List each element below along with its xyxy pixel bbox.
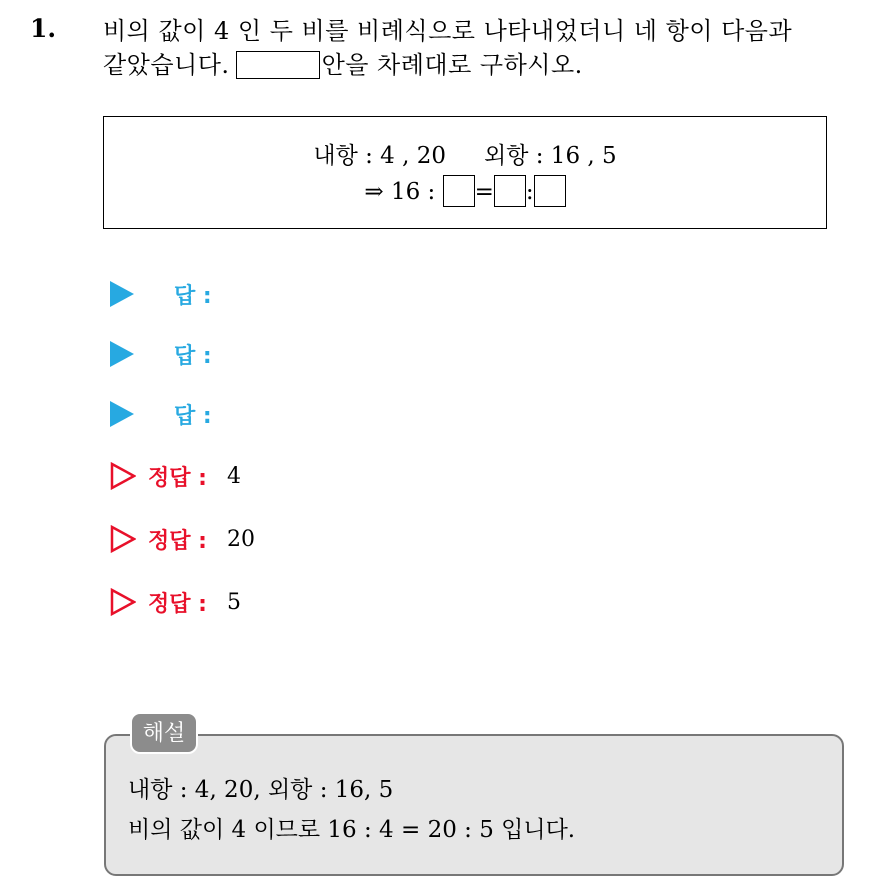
solution-label: 정답 : xyxy=(148,591,207,617)
solution-label: 정답 : xyxy=(148,528,207,554)
answer-box-3 xyxy=(534,175,566,207)
question-line-1: 비의 값이 4 인 두 비를 비례식으로 나타내었더니 네 항이 다음과 xyxy=(103,17,793,45)
play-triangle-icon xyxy=(110,281,134,307)
question-line-2-end: 안을 차례대로 구하시오. xyxy=(321,51,583,79)
blank-box xyxy=(236,51,320,79)
triangle-outline-icon xyxy=(110,462,136,490)
proportion-equation xyxy=(104,175,826,207)
triangle-outline-icon xyxy=(110,525,136,553)
answer-box-2 xyxy=(494,175,526,207)
explanation-tab: 해설 xyxy=(130,712,198,754)
answer-row xyxy=(110,396,212,432)
question-text xyxy=(103,14,873,82)
answer-label: 답 : xyxy=(174,283,212,309)
explanation-box xyxy=(104,734,844,876)
outer-terms: 외항 : 16 , 5 xyxy=(484,143,617,169)
equation-equals: = xyxy=(474,179,494,205)
explanation-line-2: 비의 값이 4 이므로 16 : 4 = 20 : 5 입니다. xyxy=(128,817,576,843)
question-number: 1. xyxy=(30,14,57,43)
question-line-2-start: 같았습니다. xyxy=(103,51,230,79)
answer-row xyxy=(110,276,212,312)
solution-value: 5 xyxy=(226,589,241,615)
question-line-2 xyxy=(103,48,873,82)
triangle-outline-icon xyxy=(110,588,136,616)
solution-row xyxy=(110,458,241,494)
solution-value: 20 xyxy=(226,526,255,552)
answer-label: 답 : xyxy=(174,403,212,429)
equation-prefix: ⇒ 16 : xyxy=(364,179,436,205)
equation-colon: : xyxy=(525,179,534,205)
solution-label: 정답 : xyxy=(148,465,207,491)
answer-box-1 xyxy=(443,175,475,207)
given-box xyxy=(103,116,827,229)
solution-row xyxy=(110,521,255,557)
given-terms xyxy=(104,137,826,170)
answer-label: 답 : xyxy=(174,343,212,369)
solution-value: 4 xyxy=(226,463,241,489)
answer-row xyxy=(110,336,212,372)
explanation-line-1: 내항 : 4, 20, 외항 : 16, 5 xyxy=(128,777,394,803)
solution-row xyxy=(110,584,241,620)
play-triangle-icon xyxy=(110,401,134,427)
inner-terms: 내항 : 4 , 20 xyxy=(313,143,446,169)
play-triangle-icon xyxy=(110,341,134,367)
